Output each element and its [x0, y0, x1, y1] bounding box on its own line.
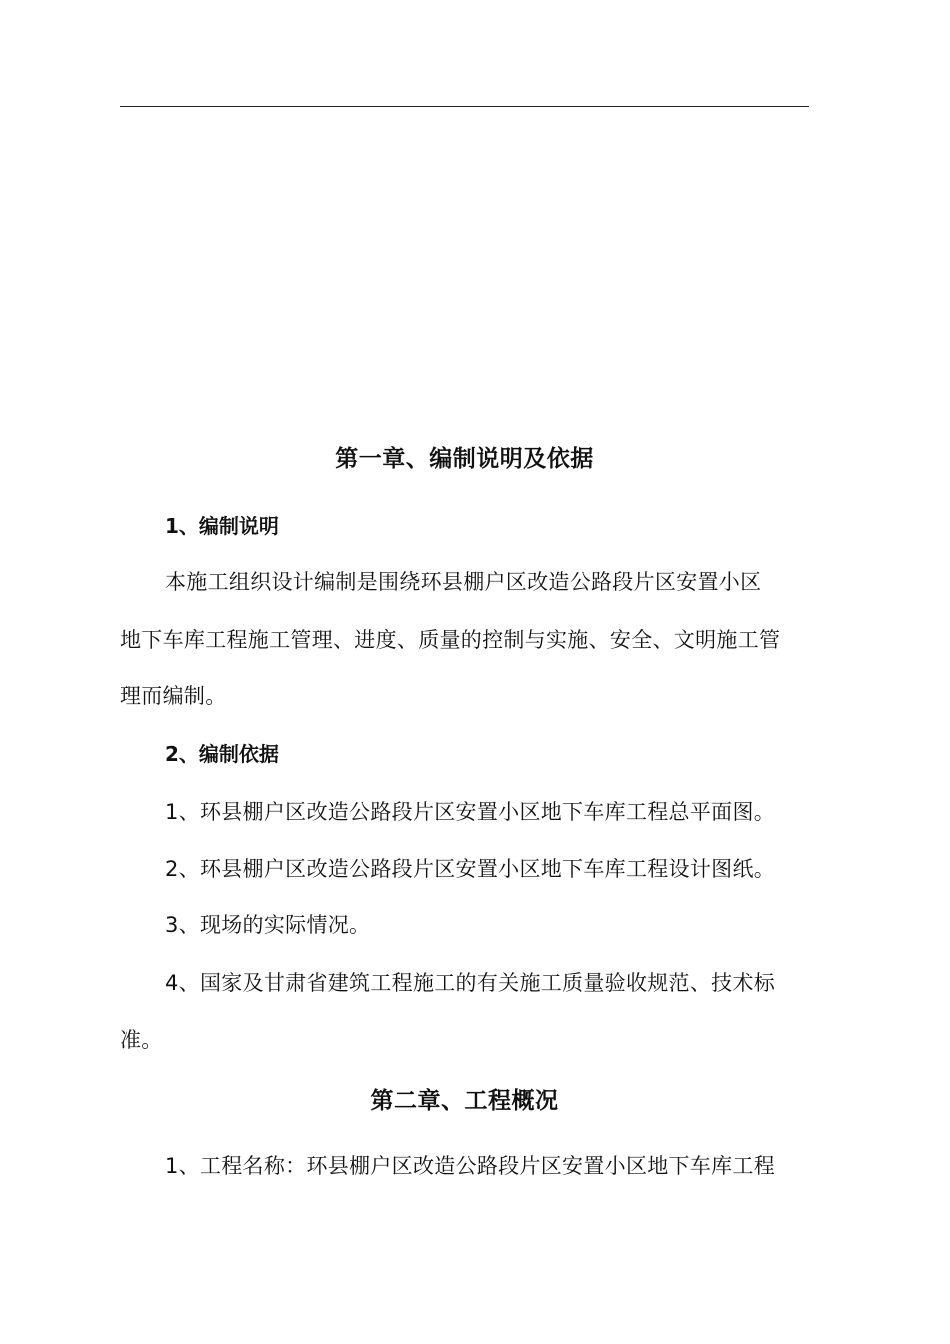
chapter-2-title: 第二章、工程概况 [370, 1088, 559, 1114]
section-1-paragraph-line-2: 地下车库工程施工管理、进度、质量的控制与实施、安全、文明施工管 [120, 628, 781, 652]
chapter-1-title: 第一章、编制说明及依据 [335, 446, 594, 472]
basis-item-2: 2、环县棚户区改造公路段片区安置小区地下车库工程设计图纸。 [165, 857, 776, 881]
project-name-item: 1、工程名称：环县棚户区改造公路段片区安置小区地下车库工程 [165, 1154, 776, 1178]
basis-item-4-continuation: 准。 [120, 1028, 163, 1052]
section-1-paragraph-line-1: 本施工组织设计编制是围绕环县棚户区改造公路段片区安置小区 [165, 570, 762, 594]
header-divider-line [120, 106, 809, 107]
basis-item-1: 1、环县棚户区改造公路段片区安置小区地下车库工程总平面图。 [165, 800, 776, 824]
section-2-heading: 2、编制依据 [165, 742, 279, 766]
section-1-heading: 1、编制说明 [165, 514, 279, 538]
basis-item-4: 4、国家及甘肃省建筑工程施工的有关施工质量验收规范、技术标 [165, 971, 776, 995]
basis-item-3: 3、现场的实际情况。 [165, 913, 371, 937]
section-1-paragraph-line-3: 理而编制。 [120, 684, 227, 708]
